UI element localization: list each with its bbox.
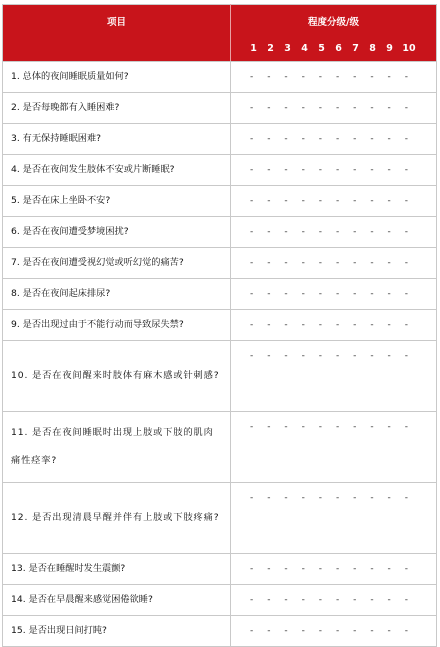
rating-slot[interactable]: -	[318, 626, 322, 636]
rating-dashes	[231, 165, 436, 175]
rating-slot[interactable]: -	[404, 320, 408, 330]
rating-slot[interactable]: -	[404, 227, 408, 237]
scale-number: 6	[335, 43, 342, 54]
rating-slot[interactable]: -	[370, 564, 374, 574]
rating-slot[interactable]: -	[284, 493, 288, 503]
rating-slot[interactable]: -	[250, 493, 254, 503]
rating-slot[interactable]: -	[387, 196, 391, 206]
rating-slot[interactable]: -	[284, 595, 288, 605]
header-scale	[231, 5, 437, 62]
table-row	[3, 217, 437, 248]
rating-slot[interactable]: -	[404, 351, 408, 361]
rating-cell[interactable]	[231, 248, 437, 279]
rating-cell[interactable]	[231, 62, 437, 93]
rating-dashes	[231, 258, 436, 268]
rating-slot[interactable]: -	[284, 258, 288, 268]
rating-cell[interactable]	[231, 341, 437, 412]
question-text: 13. 是否在睡醒时发生震颤?	[3, 554, 231, 585]
rating-slot[interactable]: -	[301, 72, 305, 82]
rating-slot[interactable]: -	[387, 493, 391, 503]
table-row	[3, 124, 437, 155]
rating-slot[interactable]: -	[404, 626, 408, 636]
rating-slot[interactable]: -	[267, 595, 271, 605]
rating-slot[interactable]: -	[353, 103, 357, 113]
scale-number: 3	[284, 43, 291, 54]
table-row	[3, 248, 437, 279]
rating-slot[interactable]: -	[284, 196, 288, 206]
rating-dashes	[231, 320, 436, 330]
table-row	[3, 585, 437, 616]
rating-slot[interactable]: -	[301, 289, 305, 299]
rating-slot[interactable]: -	[404, 196, 408, 206]
question-text: 1. 总体的夜间睡眠质量如何?	[3, 62, 231, 93]
question-text: 4. 是否在夜间发生肢体不安或片断睡眠?	[3, 155, 231, 186]
rating-slot[interactable]: -	[267, 134, 271, 144]
table-row	[3, 155, 437, 186]
rating-slot[interactable]: -	[267, 103, 271, 113]
rating-slot[interactable]: -	[284, 103, 288, 113]
rating-dashes	[231, 595, 436, 605]
table-row	[3, 93, 437, 124]
rating-slot[interactable]: -	[267, 289, 271, 299]
rating-slot[interactable]: -	[318, 422, 322, 432]
rating-slot[interactable]: -	[284, 289, 288, 299]
rating-slot[interactable]: -	[335, 134, 340, 144]
rating-dashes	[231, 289, 436, 299]
scale-numbers	[245, 43, 420, 54]
rating-slot[interactable]: -	[318, 595, 322, 605]
rating-dashes	[231, 493, 436, 503]
rating-slot[interactable]: -	[335, 289, 340, 299]
rating-slot[interactable]: -	[250, 196, 254, 206]
rating-slot[interactable]: -	[267, 422, 271, 432]
question-text: 8. 是否在夜间起床排尿?	[3, 279, 231, 310]
rating-slot[interactable]: -	[353, 564, 357, 574]
rating-slot[interactable]: -	[335, 227, 340, 237]
rating-cell[interactable]	[231, 483, 437, 554]
table-row	[3, 62, 437, 93]
rating-slot[interactable]: -	[335, 103, 340, 113]
rating-slot[interactable]: -	[353, 320, 357, 330]
rating-slot[interactable]: -	[250, 72, 254, 82]
rating-slot[interactable]: -	[404, 564, 408, 574]
rating-cell[interactable]	[231, 217, 437, 248]
rating-cell[interactable]	[231, 585, 437, 616]
rating-slot[interactable]: -	[335, 564, 340, 574]
rating-slot[interactable]: -	[318, 289, 322, 299]
rating-dashes	[231, 227, 436, 237]
rating-slot[interactable]: -	[250, 103, 254, 113]
rating-slot[interactable]: -	[318, 351, 322, 361]
rating-slot[interactable]: -	[353, 165, 357, 175]
rating-dashes	[231, 351, 436, 361]
table-header	[3, 5, 437, 62]
rating-dashes	[231, 72, 436, 82]
rating-slot[interactable]: -	[250, 564, 254, 574]
rating-slot[interactable]: -	[318, 493, 322, 503]
rating-slot[interactable]: -	[353, 196, 357, 206]
rating-slot[interactable]: -	[284, 422, 288, 432]
rating-slot[interactable]: -	[250, 289, 254, 299]
rating-slot[interactable]: -	[318, 72, 322, 82]
rating-slot[interactable]: -	[387, 72, 391, 82]
rating-slot[interactable]: -	[301, 595, 305, 605]
rating-slot[interactable]: -	[370, 134, 374, 144]
scale-number: 1	[250, 43, 257, 54]
rating-slot[interactable]: -	[250, 320, 254, 330]
rating-slot[interactable]: -	[250, 626, 254, 636]
rating-slot[interactable]: -	[335, 626, 340, 636]
rating-slot[interactable]: -	[284, 564, 288, 574]
rating-slot[interactable]: -	[267, 72, 271, 82]
rating-slot[interactable]: -	[301, 227, 305, 237]
rating-slot[interactable]: -	[387, 103, 391, 113]
rating-slot[interactable]: -	[387, 595, 391, 605]
rating-slot[interactable]: -	[250, 595, 254, 605]
rating-slot[interactable]: -	[318, 564, 322, 574]
rating-slot[interactable]: -	[404, 103, 408, 113]
scale-number: 2	[267, 43, 274, 54]
question-text: 3. 有无保持睡眠困难?	[3, 124, 231, 155]
rating-slot[interactable]: -	[387, 227, 391, 237]
rating-slot[interactable]: -	[318, 320, 322, 330]
table-row	[3, 616, 437, 647]
rating-slot[interactable]: -	[404, 422, 408, 432]
rating-slot[interactable]: -	[301, 103, 305, 113]
rating-slot[interactable]: -	[353, 134, 357, 144]
rating-slot[interactable]: -	[370, 258, 374, 268]
rating-slot[interactable]: -	[250, 258, 254, 268]
rating-slot[interactable]: -	[318, 196, 322, 206]
rating-slot[interactable]: -	[267, 196, 271, 206]
rating-slot[interactable]: -	[370, 493, 374, 503]
rating-dashes	[231, 626, 436, 636]
rating-slot[interactable]: -	[284, 351, 288, 361]
rating-slot[interactable]: -	[335, 165, 340, 175]
rating-dashes	[231, 134, 436, 144]
question-text: 12. 是否出现清晨早醒并伴有上肢或下肢疼痛?	[3, 483, 231, 554]
question-text: 6. 是否在夜间遭受梦境困扰?	[3, 217, 231, 248]
rating-slot[interactable]: -	[335, 320, 340, 330]
rating-slot[interactable]: -	[335, 196, 340, 206]
rating-slot[interactable]: -	[370, 320, 374, 330]
rating-slot[interactable]: -	[404, 165, 408, 175]
rating-slot[interactable]: -	[301, 134, 305, 144]
rating-slot[interactable]: -	[335, 595, 340, 605]
rating-slot[interactable]: -	[284, 165, 288, 175]
rating-cell[interactable]	[231, 155, 437, 186]
question-text: 14. 是否在早晨醒来感觉困倦欲睡?	[3, 585, 231, 616]
rating-slot[interactable]: -	[335, 422, 340, 432]
rating-slot[interactable]: -	[404, 134, 408, 144]
sleep-scale-table	[2, 4, 437, 647]
rating-slot[interactable]: -	[250, 422, 254, 432]
rating-slot[interactable]: -	[370, 595, 374, 605]
rating-slot[interactable]: -	[301, 493, 305, 503]
table-row	[3, 186, 437, 217]
question-text: 2. 是否每晚都有入睡困难?	[3, 93, 231, 124]
rating-cell[interactable]	[231, 412, 437, 483]
rating-slot[interactable]: -	[267, 351, 271, 361]
scale-number: 7	[352, 43, 359, 54]
rating-slot[interactable]: -	[370, 103, 374, 113]
rating-slot[interactable]: -	[387, 134, 391, 144]
rating-slot[interactable]: -	[353, 493, 357, 503]
rating-slot[interactable]: -	[267, 626, 271, 636]
question-text: 10. 是否在夜间醒来时肢体有麻木感或针刺感?	[3, 341, 231, 412]
table-row	[3, 554, 437, 585]
table-row	[3, 483, 437, 554]
rating-slot[interactable]: -	[353, 422, 357, 432]
rating-slot[interactable]: -	[353, 595, 357, 605]
rating-slot[interactable]: -	[250, 134, 254, 144]
rating-slot[interactable]: -	[301, 626, 305, 636]
rating-slot[interactable]: -	[353, 227, 357, 237]
rating-slot[interactable]: -	[318, 134, 322, 144]
header-item: 项目	[3, 5, 231, 62]
rating-slot[interactable]: -	[284, 72, 288, 82]
rating-slot[interactable]: -	[353, 258, 357, 268]
rating-slot[interactable]: -	[387, 564, 391, 574]
table-row	[3, 279, 437, 310]
rating-slot[interactable]: -	[404, 258, 408, 268]
rating-slot[interactable]: -	[353, 351, 357, 361]
rating-slot[interactable]: -	[301, 258, 305, 268]
rating-dashes	[231, 422, 436, 432]
rating-slot[interactable]: -	[335, 258, 340, 268]
rating-slot[interactable]: -	[318, 227, 322, 237]
scale-number: 5	[318, 43, 325, 54]
rating-slot[interactable]: -	[387, 258, 391, 268]
rating-slot[interactable]: -	[284, 134, 288, 144]
rating-slot[interactable]: -	[404, 72, 408, 82]
rating-slot[interactable]: -	[370, 227, 374, 237]
scale-number: 4	[301, 43, 308, 54]
scale-number: 9	[386, 43, 393, 54]
rating-cell[interactable]	[231, 310, 437, 341]
rating-cell[interactable]	[231, 124, 437, 155]
question-text: 15. 是否出现日间打盹?	[3, 616, 231, 647]
scale-number: 8	[369, 43, 376, 54]
rating-slot[interactable]: -	[353, 626, 357, 636]
table-row	[3, 412, 437, 483]
rating-slot[interactable]: -	[250, 165, 254, 175]
rating-slot[interactable]: -	[301, 351, 305, 361]
rating-slot[interactable]: -	[284, 320, 288, 330]
rating-slot[interactable]: -	[301, 564, 305, 574]
rating-dashes	[231, 103, 436, 113]
rating-slot[interactable]: -	[370, 72, 374, 82]
rating-slot[interactable]: -	[335, 493, 340, 503]
table-row	[3, 310, 437, 341]
table-row	[3, 341, 437, 412]
rating-slot[interactable]: -	[301, 165, 305, 175]
rating-slot[interactable]: -	[335, 72, 340, 82]
rating-slot[interactable]: -	[353, 289, 357, 299]
rating-slot[interactable]: -	[370, 196, 374, 206]
rating-slot[interactable]: -	[267, 227, 271, 237]
rating-slot[interactable]: -	[318, 103, 322, 113]
rating-slot[interactable]: -	[353, 72, 357, 82]
rating-slot[interactable]: -	[370, 165, 374, 175]
rating-slot[interactable]: -	[370, 422, 374, 432]
rating-slot[interactable]: -	[387, 422, 391, 432]
rating-slot[interactable]: -	[370, 351, 374, 361]
question-text: 7. 是否在夜间遭受视幻觉或听幻觉的痛苦?	[3, 248, 231, 279]
rating-slot[interactable]: -	[387, 351, 391, 361]
rating-slot[interactable]: -	[370, 626, 374, 636]
rating-slot[interactable]: -	[250, 351, 254, 361]
question-text: 5. 是否在床上坐卧不安?	[3, 186, 231, 217]
rating-slot[interactable]: -	[387, 320, 391, 330]
rating-dashes	[231, 196, 436, 206]
survey-table-wrapper	[2, 4, 436, 647]
rating-cell[interactable]	[231, 279, 437, 310]
rating-slot[interactable]: -	[301, 196, 305, 206]
rating-slot[interactable]: -	[370, 289, 374, 299]
rating-slot[interactable]: -	[267, 258, 271, 268]
rating-slot[interactable]: -	[387, 289, 391, 299]
rating-cell[interactable]	[231, 186, 437, 217]
header-scale-title: 程度分级/级	[308, 17, 359, 28]
rating-slot[interactable]: -	[404, 595, 408, 605]
rating-slot[interactable]: -	[335, 351, 340, 361]
rating-slot[interactable]: -	[404, 289, 408, 299]
rating-slot[interactable]: -	[250, 227, 254, 237]
rating-slot[interactable]: -	[284, 227, 288, 237]
rating-slot[interactable]: -	[387, 626, 391, 636]
question-text: 11. 是否在夜间睡眠时出现上肢或下肢的肌肉痛性痉挛?	[3, 412, 231, 483]
rating-slot[interactable]: -	[387, 165, 391, 175]
question-text: 9. 是否出现过由于不能行动而导致尿失禁?	[3, 310, 231, 341]
rating-slot[interactable]: -	[404, 493, 408, 503]
rating-slot[interactable]: -	[267, 320, 271, 330]
rating-slot[interactable]: -	[301, 320, 305, 330]
rating-slot[interactable]: -	[318, 165, 322, 175]
table-body	[3, 62, 437, 647]
rating-slot[interactable]: -	[301, 422, 305, 432]
scale-number: 10	[402, 43, 416, 54]
rating-dashes	[231, 564, 436, 574]
rating-slot[interactable]: -	[284, 626, 288, 636]
rating-slot[interactable]: -	[267, 493, 271, 503]
rating-cell[interactable]	[231, 554, 437, 585]
rating-slot[interactable]: -	[267, 564, 271, 574]
rating-slot[interactable]: -	[318, 258, 322, 268]
rating-cell[interactable]	[231, 616, 437, 647]
rating-slot[interactable]: -	[267, 165, 271, 175]
rating-cell[interactable]	[231, 93, 437, 124]
